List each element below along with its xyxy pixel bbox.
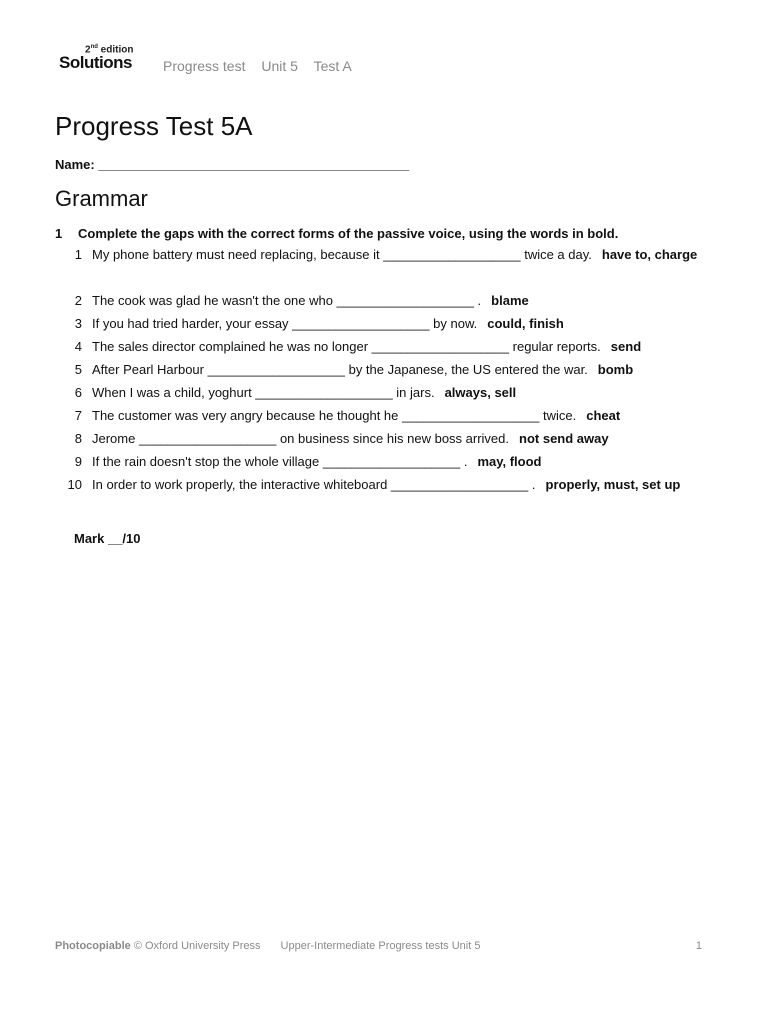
header-unit: Unit 5 xyxy=(261,58,298,74)
solutions-logo xyxy=(59,44,139,74)
question-keywords: not send away xyxy=(519,431,609,446)
section-heading: Grammar xyxy=(55,186,148,211)
question-text: The sales director complained he was no longer ___________________ regular reports. send xyxy=(92,339,642,354)
question-text: My phone battery must need replacing, because it ___________________ twice a day. have to, charge xyxy=(92,247,698,262)
footer xyxy=(55,940,480,952)
header-test-type: Progress test xyxy=(163,58,246,74)
question-number: 2 xyxy=(74,293,82,308)
question-text: If the rain doesn't stop the whole village ___________________ . may, flood xyxy=(92,454,542,469)
header-meta xyxy=(163,58,364,74)
question-keywords: could, finish xyxy=(487,316,564,331)
question-text: If you had tried harder, your essay ___________________ by now. could, finish xyxy=(92,316,564,331)
question-text: Jerome ___________________ on business since his new boss arrived. not send away xyxy=(92,431,609,446)
question-text: After Pearl Harbour ___________________ by the Japanese, the US entered the war. bomb xyxy=(92,362,634,377)
question-number: 3 xyxy=(74,316,82,331)
question-text: The customer was very angry because he thought he ___________________ twice. cheat xyxy=(92,408,621,423)
footer-photocopiable: Photocopiable xyxy=(55,940,131,952)
header-test-version: Test A xyxy=(313,58,352,74)
page-number: 1 xyxy=(695,940,702,952)
exercise-number: 1 xyxy=(55,226,63,241)
page-title: Progress Test 5A xyxy=(55,111,253,141)
question-keywords: cheat xyxy=(586,408,621,423)
question-number: 9 xyxy=(74,454,82,469)
question-keywords: properly, must, set up xyxy=(545,477,681,492)
question-number: 7 xyxy=(74,408,82,423)
question-number: 10 xyxy=(67,477,82,492)
question-keywords: bomb xyxy=(597,362,634,377)
brand-name: Solutions xyxy=(59,53,132,72)
question-keywords: send xyxy=(610,339,642,354)
question-keywords: have to, charge xyxy=(601,247,698,262)
mark-total: Mark __/10 xyxy=(74,531,141,546)
question-text: In order to work properly, the interactive whiteboard ___________________ . properly, must, set up xyxy=(92,477,681,492)
question-keywords: always, sell xyxy=(444,385,517,400)
question-number: 4 xyxy=(74,339,82,354)
question-number: 6 xyxy=(74,385,82,400)
question-keywords: may, flood xyxy=(477,454,542,469)
question-text: When I was a child, yoghurt ___________________ in jars. always, sell xyxy=(92,385,517,400)
instruction-text: Complete the gaps with the correct forms of the passive voice, using the words in bold. xyxy=(78,226,619,241)
footer-copyright: © Oxford University Press xyxy=(130,940,261,952)
footer-course: Upper-Intermediate Progress tests Unit 5 xyxy=(280,940,481,952)
name-field[interactable]: Name: ___________________________________________ xyxy=(55,157,410,172)
question-number: 5 xyxy=(74,362,82,377)
question-number: 1 xyxy=(74,247,82,262)
exercise-instruction xyxy=(55,226,618,241)
edition-label: 2nd edition xyxy=(85,44,134,56)
question-keywords: blame xyxy=(491,293,529,308)
question-text: The cook was glad he wasn't the one who ___________________ . blame xyxy=(92,293,529,308)
question-number: 8 xyxy=(74,431,82,446)
